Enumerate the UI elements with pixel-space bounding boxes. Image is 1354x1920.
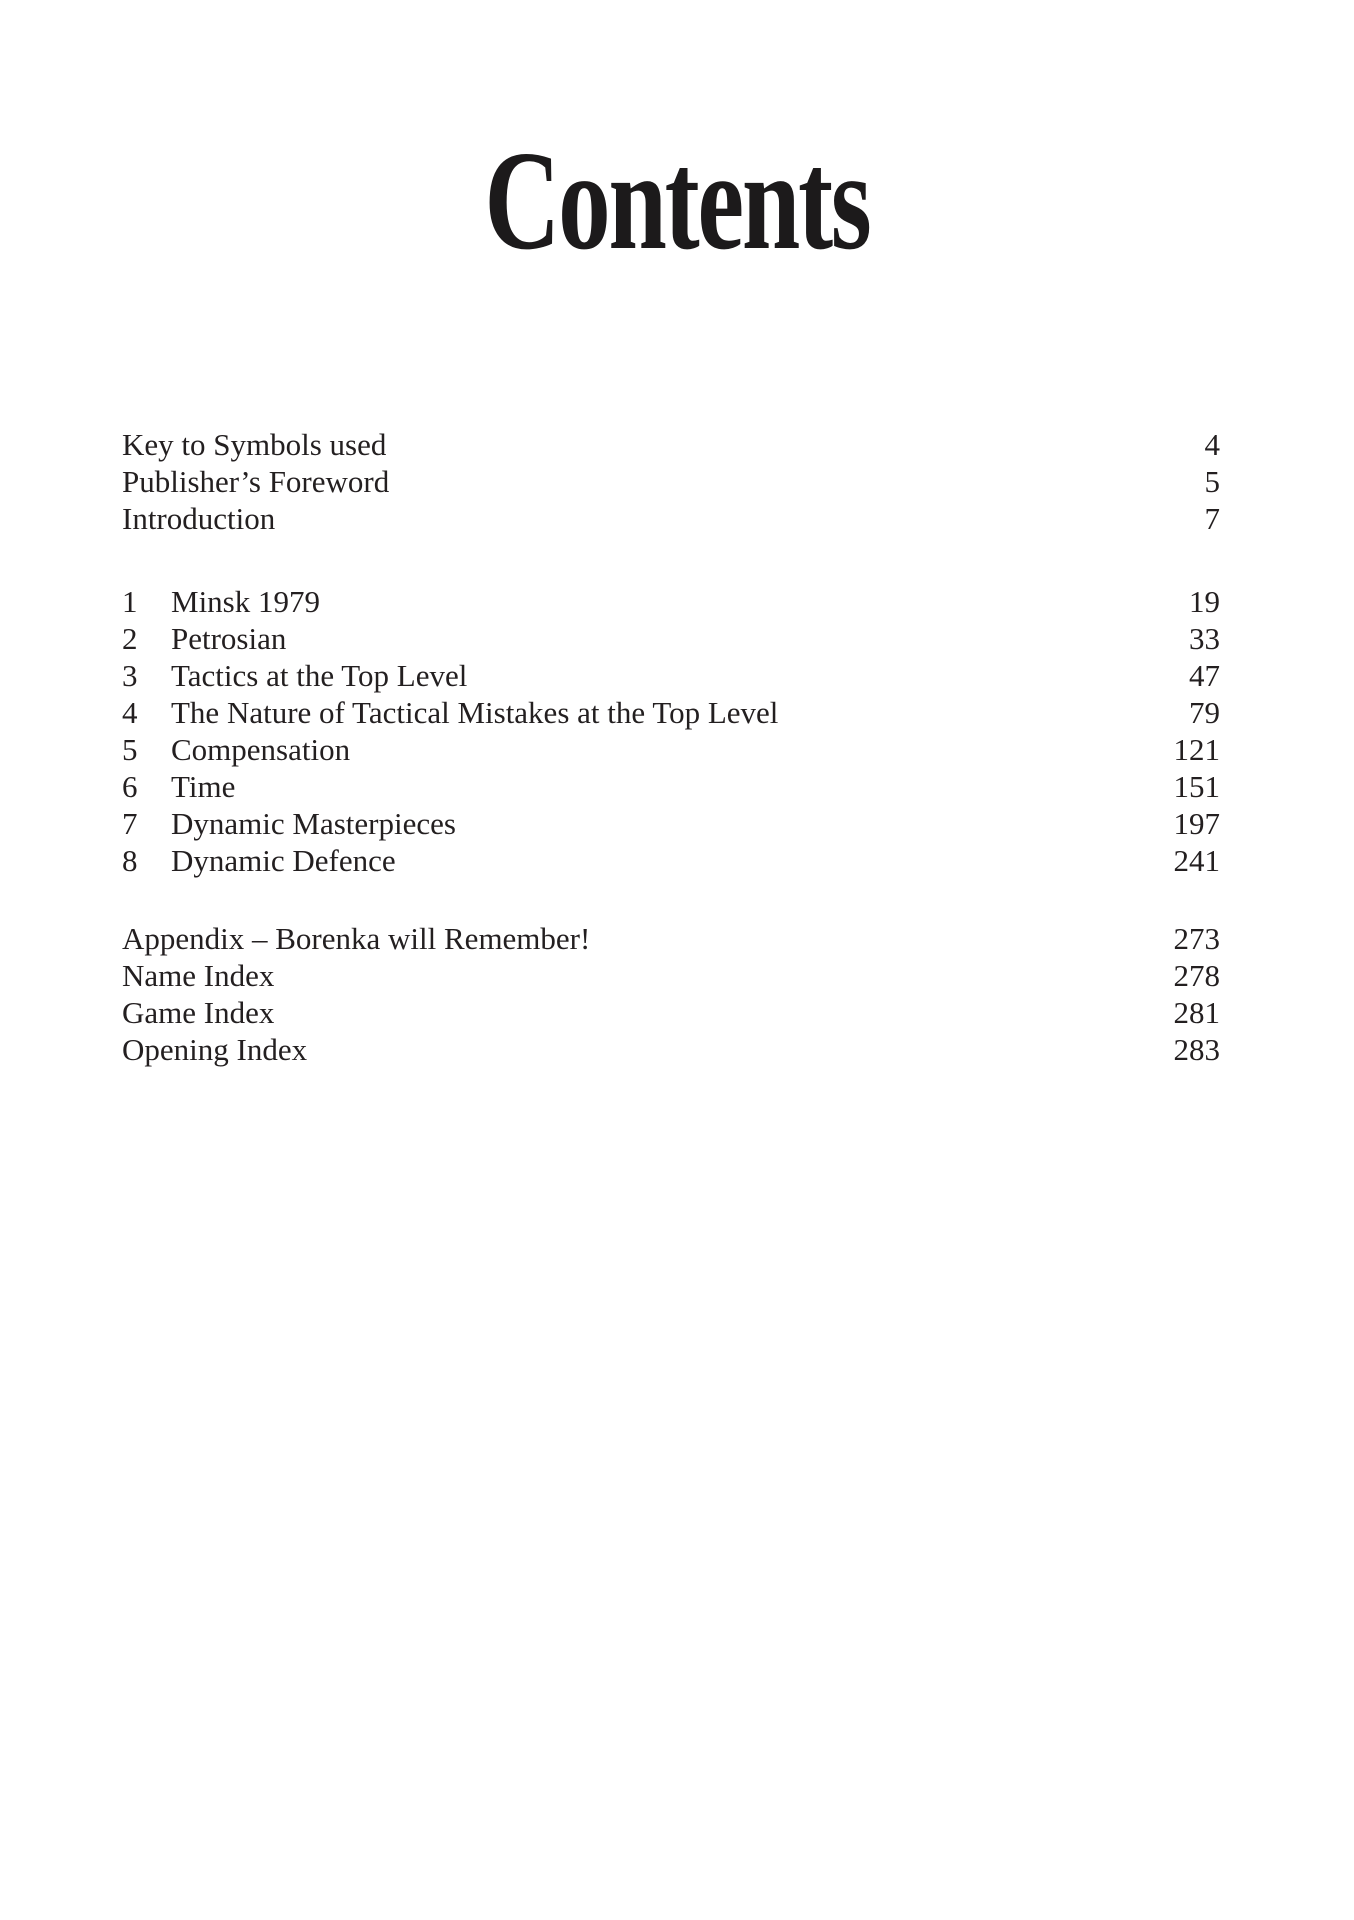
entry-title: Minsk 1979 [171, 584, 320, 619]
entry-title: Dynamic Defence [171, 843, 396, 878]
entry-page-number: 241 [1173, 843, 1220, 878]
front-matter-section [122, 426, 1220, 537]
toc-entry [122, 842, 1220, 879]
entry-title: Key to Symbols used [122, 427, 387, 462]
toc-entry [122, 583, 1220, 620]
chapter-number: 1 [122, 584, 138, 619]
entry-page-number: 19 [1189, 584, 1220, 619]
entry-title: Dynamic Masterpieces [171, 806, 456, 841]
chapter-number: 7 [122, 806, 138, 841]
toc-entry [122, 620, 1220, 657]
toc-entry [122, 657, 1220, 694]
toc-entry [122, 994, 1220, 1031]
toc-entry [122, 463, 1220, 500]
entry-page-number: 79 [1189, 695, 1220, 730]
entry-page-number: 7 [1204, 501, 1220, 536]
toc-entry [122, 805, 1220, 842]
entry-title: Introduction [122, 501, 276, 536]
entry-page-number: 273 [1173, 921, 1220, 956]
chapters-section [122, 583, 1220, 879]
entry-title: Game Index [122, 995, 275, 1030]
entry-page-number: 197 [1173, 806, 1220, 841]
back-matter-section [122, 920, 1220, 1068]
chapter-number: 5 [122, 732, 138, 767]
entry-page-number: 278 [1173, 958, 1220, 993]
entry-page-number: 281 [1173, 995, 1220, 1030]
toc-entry [122, 1031, 1220, 1068]
entry-title: Publisher’s Foreword [122, 464, 390, 499]
entry-title: Opening Index [122, 1032, 308, 1067]
entry-page-number: 33 [1189, 621, 1220, 656]
entry-title: Name Index [122, 958, 275, 993]
table-of-contents [122, 426, 1220, 1068]
toc-entry [122, 426, 1220, 463]
entry-title: Compensation [171, 732, 351, 767]
chapter-number: 8 [122, 843, 138, 878]
toc-entry [122, 500, 1220, 537]
toc-entry [122, 768, 1220, 805]
toc-entry [122, 920, 1220, 957]
entry-title: The Nature of Tactical Mistakes at the Top Level [171, 695, 779, 730]
chapter-number: 3 [122, 658, 138, 693]
entry-page-number: 121 [1173, 732, 1220, 767]
chapter-number: 4 [122, 695, 138, 730]
entry-page-number: 5 [1204, 464, 1220, 499]
entry-title: Tactics at the Top Level [171, 658, 468, 693]
entry-page-number: 47 [1189, 658, 1220, 693]
entry-page-number: 283 [1173, 1032, 1220, 1067]
page-title: Contents [484, 121, 870, 279]
entry-page-number: 4 [1204, 427, 1220, 462]
toc-entry [122, 957, 1220, 994]
toc-entry [122, 694, 1220, 731]
entry-title: Appendix – Borenka will Remember! [122, 921, 591, 956]
toc-entry [122, 731, 1220, 768]
entry-title: Petrosian [171, 621, 287, 656]
chapter-number: 6 [122, 769, 138, 804]
chapter-number: 2 [122, 621, 138, 656]
entry-title: Time [171, 769, 236, 804]
entry-page-number: 151 [1173, 769, 1220, 804]
